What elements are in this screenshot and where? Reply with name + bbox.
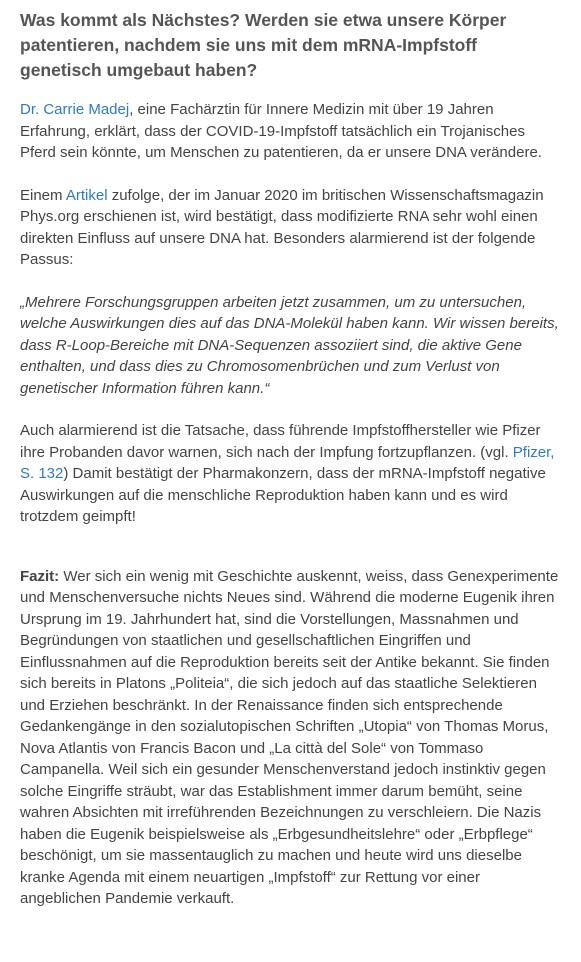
link-artikel[interactable]: Artikel — [65, 186, 108, 204]
link-carrie-madej[interactable]: Dr. Carrie Madej — [20, 101, 130, 118]
paragraph-pfizer-after: ) Damit bestätigt der Pharmakonzern, dass der mRNA-Impfstoff negative Auswirkungen auf die menschliche Reproduktion haben kann und es wird trotzdem geimpft! — [20, 465, 546, 525]
paragraph-artikel — [20, 185, 561, 271]
paragraph-pfizer — [20, 420, 561, 528]
paragraph-madej-text: , eine Fachärztin für Innere Medizin mit über 19 Jahren Erfahrung, erklärt, dass der COVID-19-Impfstoff tatsächlich ein Trojanisches Pferd sein könnte, um Menschen zu patentieren, da er unsere DNA verändere. — [20, 101, 542, 161]
paragraph-fazit — [20, 566, 561, 910]
link-pfizer[interactable]: Pfizer, S. 132 — [20, 443, 555, 482]
paragraph-madej — [20, 99, 561, 164]
fazit-label: Fazit: — [20, 567, 60, 585]
paragraph-artikel-after: zufolge, der im Januar 2020 im britischen Wissenschaftsmagazin Phys.org erschienen ist, wird bestätigt, dass modifizierte RNA sehr wohl einen direkten Einfluss auf unsere DNA hat. Besonders alarmierend ist der folgende Passus: — [20, 186, 544, 268]
fazit-text: Wer sich ein wenig mit Geschichte auskennt, weiss, dass Genexperimente und Menschenversuche nichts Neues sind. Während die moderne Eugenik ihren Ursprung im 19. Jahrhundert hat, sind die Vorstellungen, Massnahmen und Begründungen von staatlichen und gesellschaftlichen Eingriffen und Einflussnahmen auf die Reproduktion bereits seit der Antike bekannt. Sie finden sich bereits in Platons „Politeia“, die sich jedoch auf das staatliche Selektieren und Erziehen beschränkt. In der Renaissance finden sich entsprechende Gedankengänge in den sozialutopischen Schriften „Utopia“ von Thomas Morus, Nova Atlantis von Francis Bacon und „La città del Sole“ von Tommaso Campanella. Weil sich ein gesunder Menschenverstand jedoch instinktiv gegen solche Eingriffe sträubt, war das Establishment immer darum bemüht, seine wahren Absichten mit irreführenden Bezeichnungen zu verschleiern. Die Nazis haben die Eugenik beispielsweise als „Erbgesundheitslehre“ oder „Erbpflege“ beschönigt, um sie massentauglich zu machen und heute wird uns dieselbe kranke Agenda mit einem neuartigen „Impfstoff“ zur Rettung vor einer angeblichen Pandemie verkauft. — [20, 567, 559, 907]
article-heading: Was kommt als Nächstes? Werden sie etwa unsere Körper patentieren, nachdem sie uns mit dem mRNA-Impfstoff genetisch umgebaut haben? — [20, 10, 507, 80]
quote-paragraph: „Mehrere Forschungsgruppen arbeiten jetzt zusammen, um zu untersuchen, welche Auswirkungen dies auf das DNA-Molekül haben kann. Wir wissen bereits, dass R-Loop-Bereiche mit DNA-Sequenzen assoziiert sind, die aktive Gene enthalten, und dass dies zu Chromosomenbrüchen und zum Verlust von genetischer Information führen kann.“ — [20, 293, 559, 397]
paragraph-pfizer-before: Auch alarmierend ist die Tatsache, dass führende Impfstoffhersteller wie Pfizer ihre Probanden davor warnen, sich nach der Impfung fortzupflanzen. (vgl. — [20, 422, 541, 461]
paragraph-artikel-before: Einem — [20, 186, 66, 204]
